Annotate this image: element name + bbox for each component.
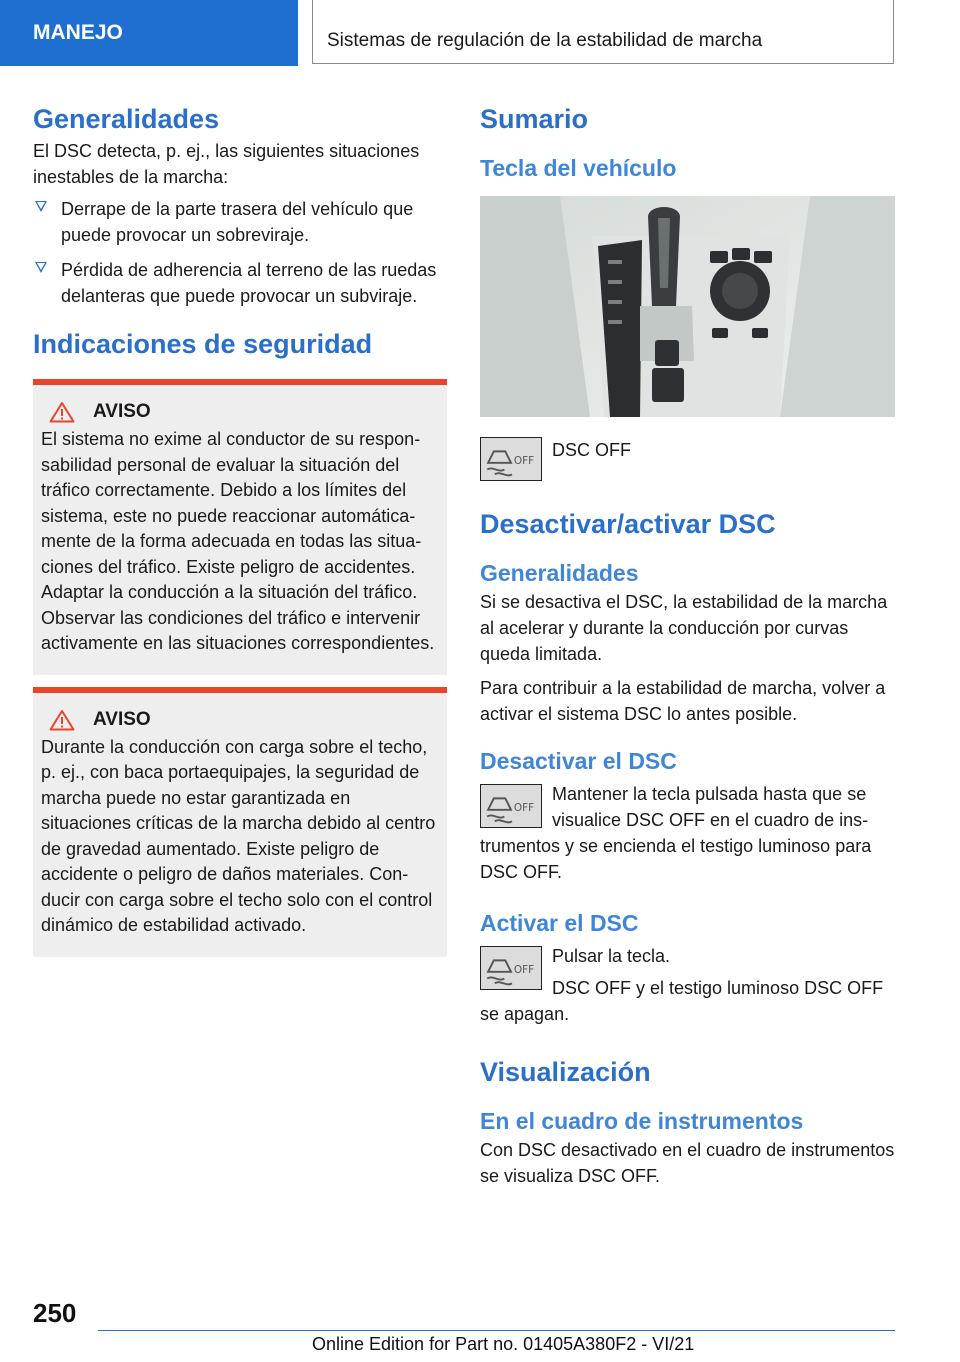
- visualizacion-text: Con DSC desactivado en el cuadro de instrumentos se visualiza DSC OFF.: [480, 1140, 895, 1186]
- activar-dsc-heading: Activar el DSC: [480, 910, 639, 936]
- generalidades-heading: Generalidades: [33, 104, 220, 134]
- list-item-text: Pérdida de adherencia al terreno de las ruedas delanteras que puede provocar un subviraje.: [61, 260, 437, 306]
- dsc-off-key-icon: [480, 946, 542, 990]
- dsc-generalidades-heading: Generalidades: [480, 560, 639, 586]
- cuadro-instrumentos-heading: En el cuadro de instrumentos: [480, 1108, 804, 1134]
- right-column: [480, 100, 895, 1189]
- dsc-key-row: [480, 437, 895, 481]
- page-number: 250: [33, 1298, 77, 1328]
- svg-text:OFF: OFF: [513, 801, 535, 814]
- bullet-triangle-icon: [35, 262, 47, 273]
- dsc-generalidades-p2: Para contribuir a la estabilidad de marcha, volver a activar el sistema DSC lo antes posible.: [480, 678, 886, 724]
- warning-text: Durante la conducción con carga sobre el techo, p. ej., con baca portaequipajes, la seguridad de marcha puede no estar garantizada en situaciones críticas de la marcha debido al centro de gravedad aumentado. Existe peligro de accidente o peligro de daños materiales. Conducir con carga sobre el techo solo con el control dinámico de estabilidad activado.: [41, 736, 436, 935]
- warning-label: AVISO: [93, 708, 151, 730]
- footer-edition: Online Edition for Part no. 01405A380F2 - VI/21: [312, 1334, 695, 1354]
- list-item: [33, 196, 447, 248]
- seguridad-heading: Indicaciones de seguridad: [33, 329, 373, 359]
- dsc-off-key-icon: [480, 784, 542, 828]
- dsc-off-key-icon: [480, 437, 542, 481]
- warning-header: [41, 709, 439, 731]
- warning-label: AVISO: [93, 401, 151, 422]
- tecla-heading: Tecla del vehículo: [480, 155, 677, 181]
- header-chapter-box: [312, 0, 894, 64]
- bullet-triangle-icon: [35, 201, 47, 212]
- svg-text:OFF: OFF: [513, 454, 535, 467]
- svg-text:OFF: OFF: [513, 963, 535, 976]
- sumario-heading: Sumario: [480, 104, 589, 134]
- center-console-photo: [480, 196, 895, 417]
- activar-dsc-block: [480, 943, 895, 1027]
- activar-dsc-text-1: Pulsar la tecla.: [552, 946, 671, 966]
- footer-divider: [98, 1330, 895, 1331]
- desactivar-dsc-heading: Desactivar el DSC: [480, 748, 677, 774]
- list-item: [33, 257, 447, 309]
- desactivar-dsc-text: Mantener la tecla pulsada hasta que se visualice DSC OFF en el cuadro de instrumentos y se encienda el testigo luminoso para DSC OFF.: [480, 784, 872, 882]
- header-chapter-label: Sistemas de regulación de la estabilidad de marcha: [327, 30, 763, 51]
- desactivar-activar-heading: Desactivar/activar DSC: [480, 509, 776, 539]
- dsc-generalidades-p1: Si se desactiva el DSC, la estabilidad de la marcha al acelerar y durante la conducción por curvas queda limitada.: [480, 592, 888, 664]
- dsc-key-label: DSC OFF: [552, 440, 631, 460]
- header-section-label: MANEJO: [33, 21, 123, 44]
- activar-dsc-text-2: DSC OFF y el testigo luminoso DSC OFF se apagan.: [480, 978, 884, 1024]
- warning-header: [41, 401, 439, 423]
- visualizacion-heading: Visualización: [480, 1057, 651, 1087]
- desactivar-dsc-block: [480, 781, 895, 885]
- generalidades-intro: El DSC detecta, p. ej., las siguientes situaciones inestables de la marcha:: [33, 141, 420, 187]
- generalidades-list: [33, 196, 447, 309]
- warning-text: El sistema no exime al conductor de su responsabilidad personal de evaluar la situación del tráfico correctamente. Debido a los límites del sistema, este no puede reaccionar automáticamente de la forma adecuada en todas las situaciones del tráfico. Existe peligro de accidentes. Adaptar la conducción a la situación del tráfico. Observar las condiciones del tráfico e intervenir activamente en las situaciones correspondientes.: [41, 429, 435, 653]
- warning-triangle-icon: [49, 401, 75, 423]
- left-column: [33, 100, 447, 957]
- list-item-text: Derrape de la parte trasera del vehículo que puede provocar un sobreviraje.: [61, 199, 414, 245]
- warning-box: [33, 687, 447, 957]
- warning-triangle-icon: [49, 709, 75, 731]
- warning-box: [33, 379, 447, 675]
- header-section-tab: [0, 0, 298, 66]
